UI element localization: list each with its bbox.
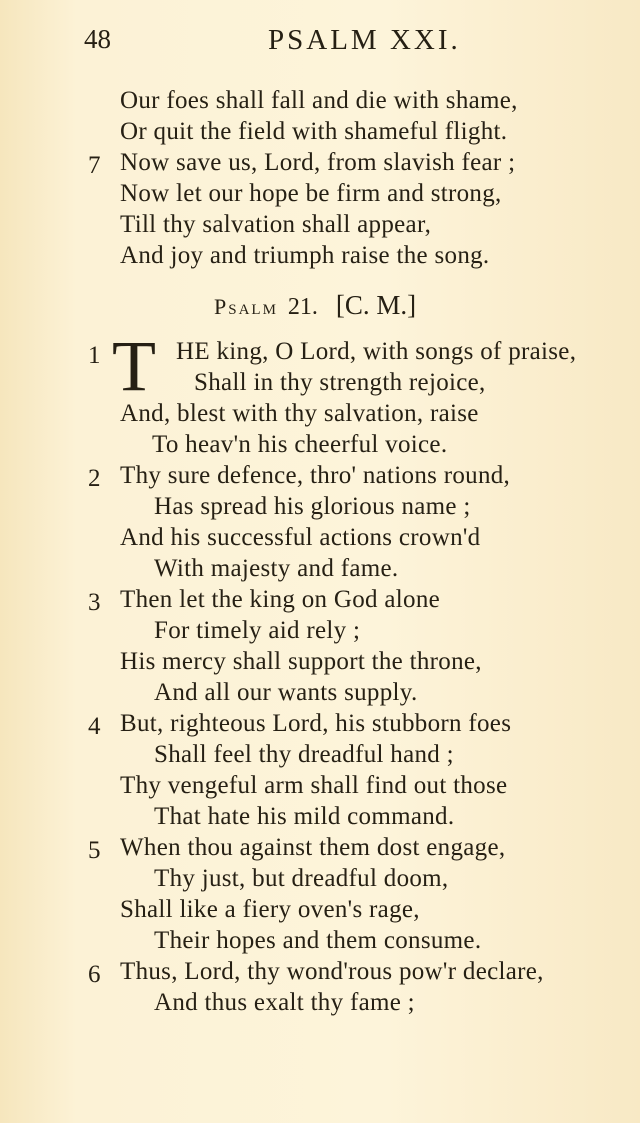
verse-number: 1 xyxy=(88,342,101,369)
verse-line: That hate his mild command. xyxy=(154,803,455,830)
verse-line: Shall like a fiery oven's rage, xyxy=(120,896,420,923)
verse-line: And his successful actions crown'd xyxy=(120,524,481,551)
verse-number: 2 xyxy=(88,465,101,492)
verse-line: But, righteous Lord, his stubborn foes xyxy=(120,710,512,737)
verse-line: Till thy salvation shall appear, xyxy=(120,211,432,238)
verse-line: Their hopes and them consume. xyxy=(154,927,482,954)
verse-line: To heav'n his cheerful voice. xyxy=(152,431,448,458)
verse-line: Shall feel thy dreadful hand ; xyxy=(154,741,454,768)
verse-line: Or quit the field with shameful flight. xyxy=(120,118,508,145)
verse-line: Our foes shall fall and die with shame, xyxy=(120,87,518,114)
psalm-heading xyxy=(214,290,416,321)
verse-line: And, blest with thy salvation, raise xyxy=(120,400,479,427)
verse-line: Now save us, Lord, from slavish fear ; xyxy=(120,149,516,176)
verse-number: 4 xyxy=(88,713,101,740)
verse-line: Has spread his glorious name ; xyxy=(154,493,471,520)
drop-cap: T xyxy=(112,326,156,406)
page-number: 48 xyxy=(84,24,111,54)
verse-line: For timely aid rely ; xyxy=(154,617,361,644)
psalm-heading-meter: [C. M.] xyxy=(335,290,417,320)
verse-number: 3 xyxy=(88,589,101,616)
verse-line: Thy vengeful arm shall find out those xyxy=(120,772,508,799)
psalm-heading-title: Psalm xyxy=(214,294,278,319)
verse-number: 6 xyxy=(88,961,101,988)
verse-line: Then let the king on God alone xyxy=(120,586,441,613)
verse-line: And all our wants supply. xyxy=(154,679,418,706)
page-header xyxy=(0,24,640,64)
verse-line: Thus, Lord, thy wond'rous pow'r declare, xyxy=(120,958,544,985)
running-title: PSALM XXI. xyxy=(268,24,461,56)
verse-line: Now let our hope be firm and strong, xyxy=(120,180,502,207)
verse-line: Shall in thy strength rejoice, xyxy=(194,369,486,396)
verse-line: His mercy shall support the throne, xyxy=(120,648,482,675)
verse-line: HE king, O Lord, with songs of praise, xyxy=(176,338,577,365)
psalm-heading-number: 21. xyxy=(287,294,318,320)
verse-line: Thy sure defence, thro' nations round, xyxy=(120,462,511,489)
verse-line: And thus exalt thy fame ; xyxy=(154,989,415,1016)
verse-number: 5 xyxy=(88,837,101,864)
verse-line: Thy just, but dreadful doom, xyxy=(154,865,449,892)
verse-line: When thou against them dost engage, xyxy=(120,834,506,861)
verse-line: With majesty and fame. xyxy=(154,555,399,582)
verse-line: And joy and triumph raise the song. xyxy=(120,242,490,269)
verse-number: 7 xyxy=(88,152,101,179)
